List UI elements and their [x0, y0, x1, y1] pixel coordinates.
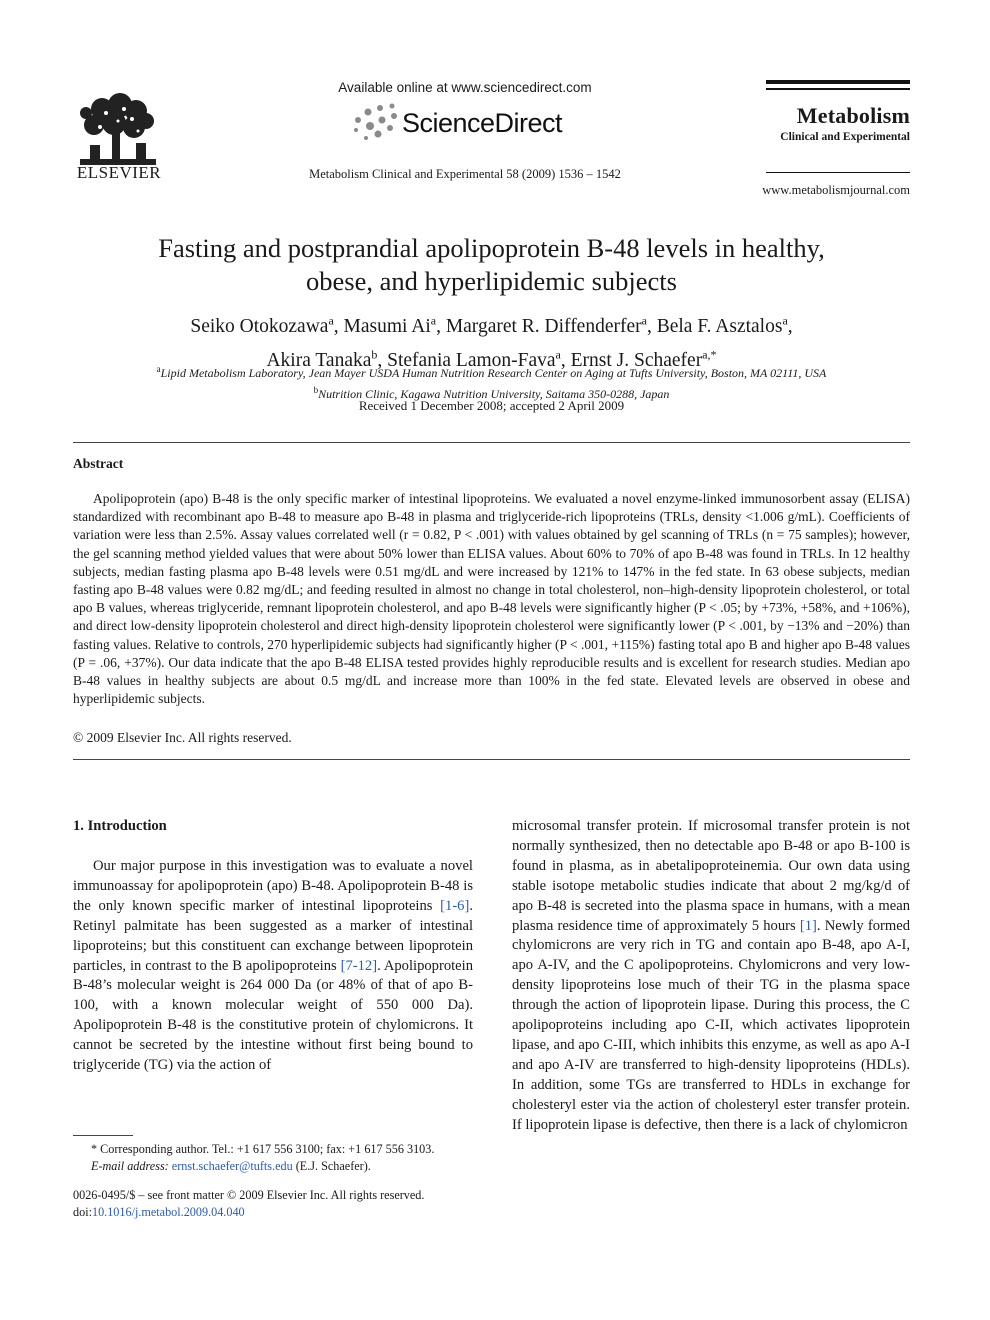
- section-heading-introduction: 1. Introduction: [73, 818, 167, 834]
- doi-link[interactable]: 10.1016/j.metabol.2009.04.040: [91, 1205, 245, 1219]
- author: Akira Tanaka$^b$,: [266, 347, 388, 371]
- affiliation: $^b$Nutrition Clinic, Kagawa Nutrition University, Saitama 350-0288, Japan: [313, 385, 670, 401]
- journal-rule-second: [766, 88, 910, 90]
- abstract-copyright: © 2009 Elsevier Inc. All rights reserved.: [73, 730, 292, 745]
- journal-rule-bottom: [766, 172, 910, 173]
- author: Bela F. Asztalos$^a$,: [656, 313, 793, 337]
- journal-rule-top: [766, 80, 910, 84]
- affiliations: [73, 361, 910, 403]
- citation-link[interactable]: [1]: [799, 917, 817, 934]
- author: Masumi Ai$^a$,: [343, 313, 446, 337]
- received-dates: Received 1 December 2008; accepted 2 April 2009: [358, 398, 625, 413]
- email-link[interactable]: ernst.schaefer@tufts.edu: [171, 1159, 293, 1173]
- abstract-heading: Abstract: [73, 456, 124, 471]
- citation-link[interactable]: [1-6]: [440, 897, 470, 914]
- email-line: E-mail address: ernst.schaefer@tufts.edu (E.J. Schaefer).: [91, 1159, 371, 1173]
- intro-paragraph-continued: microsomal transfer protein. If microsomal transfer protein is not normally synthesized, then no detectable apo B-48 or apo B-100 is found in plasma, as in abetalipoproteinemia. Our own data using stable isotope metabolic studies indicate that about 2 mg/kg/d of apo B-48 is secreted into the plasma space in humans, with a mean plasma residence time of approximately 5 hours [1]. Newly formed chylomicrons are very rich in TG and contain apo B-48, apo A-I, apo A-IV, and the C apolipoproteins. Chylomicrons and very low-density lipoproteins lose much of their TG in the plasma space through the action of lipoprotein lipase. During this process, the C apolipoproteins including apo C-II, which activates lipoprotein lipase, and apo C-III, which inhibits this enzyme, as well as apo A-I and apo A-IV are transferred to high-density lipoproteins (HDLs). In addition, some TGs are transferred to HDLs in exchange for cholesteryl ester via the action of cholesteryl ester transfer protein. If lipoprotein lipase is defective, then there is a lack of chylomicron: [512, 818, 911, 1133]
- abstract-body: [73, 490, 910, 708]
- corresponding-author-note: * Corresponding author. Tel.: +1 617 556 3100; fax: +1 617 556 3103.: [91, 1142, 435, 1156]
- footnote: [73, 1141, 473, 1175]
- left-column: [73, 857, 473, 1076]
- journal-subtitle: Clinical and Experimental: [780, 131, 910, 143]
- publisher-name: ELSEVIER: [76, 163, 162, 182]
- front-matter-line: 0026-0495/$ – see front matter © 2009 Elsevier Inc. All rights reserved.: [73, 1188, 425, 1202]
- abstract-rule-top: [73, 442, 910, 443]
- journal-title: Metabolism: [796, 103, 910, 128]
- title-line-1: Fasting and postprandial apolipoprotein B-48 levels in healthy,: [158, 233, 825, 263]
- availability-notice: Available online at www.sciencedirect.com: [338, 80, 592, 95]
- author: Stefania Lamon-Fava$^a$,: [387, 347, 571, 371]
- right-column: [512, 817, 910, 1136]
- journal-url: www.metabolismjournal.com: [762, 183, 910, 197]
- footnote-rule: [73, 1135, 133, 1136]
- citation-link[interactable]: [7-12]: [340, 957, 378, 974]
- author: Margaret R. Diffenderfer$^a$,: [445, 313, 657, 337]
- journal-citation: Metabolism Clinical and Experimental 58 (2009) 1536 – 1542: [309, 167, 621, 181]
- title-line-2: obese, and hyperlipidemic subjects: [306, 266, 677, 296]
- author: Seiko Otokozawa$^a$,: [190, 313, 344, 337]
- sciencedirect-wordmark: ScienceDirect: [402, 108, 563, 138]
- issn-block: 0026-0495/$ – see front matter © 2009 Elsevier Inc. All rights reserved. doi:10.1016/j.metabol.2009.04.040: [73, 1188, 425, 1219]
- abstract-text: Apolipoprotein (apo) B-48 is the only specific marker of intestinal lipoproteins. We evaluated a novel enzyme-linked immunosorbent assay (ELISA) standardized with recombinant apo B-48 to measure apo B-48 in plasma and triglyceride-rich lipoproteins (TRLs, density <1.006 g/mL). Coefficients of variation were less than 2.5%. Assay values correlated well (r = 0.82, P < .001) with values obtained by gel scanning of TRLs (n = 75 samples); however, the gel scanning method yielded values that were about 50% lower than ELISA values. About 60% to 70% of apo B-48 was found in TRLs. In 12 healthy subjects, median fasting plasma apo B-48 levels were 0.51 mg/dL and were increased by 121% to 147% in the fed state. In 63 obese subjects, median fasting apo B-48 values were 0.82 mg/dL; and feeding resulted in almost no change in total cholesterol, non–high-density lipoprotein cholesterol, or total apo B values, whereas triglyceride, remnant lipoprotein cholesterol, and apo B-48 levels were significantly higher (P < .05; by +73%, +58%, and +106%), and direct low-density lipoprotein cholesterol and direct high-density lipoprotein cholesterol were significantly lower (P < .001, by −13% and −20%) than fasting values. Relative to controls, 270 hyperlipidemic subjects had significantly higher (P < .001, +115%) fasting total apo B and higher apo B-48 values (P = .06, +37%). Our data indicate that the apo B-48 ELISA tested provides highly reproducible results and is excellent for research studies. Median apo B-48 values in healthy subjects are about 0.5 mg/dL and increase more than 100% in the fed state. Elevated levels are observed in obese and hyperlipidemic subjects.: [73, 491, 910, 707]
- affiliation: $^a$Lipid Metabolism Laboratory, Jean Mayer USDA Human Nutrition Research Center on Aging at Tufts University, Boston, MA 02111, USA: [156, 364, 827, 380]
- author: Ernst J. Schaefer$^{a,*}$: [570, 347, 717, 371]
- abstract-rule-bottom: [73, 759, 910, 760]
- intro-paragraph: Our major purpose in this investigation was to evaluate a novel immunoassay for apolipoprotein (apo) B-48. Apolipoprotein B-48 is the only known specific marker of intestinal lipoproteins [1-6]. Retinyl palmitate has been suggested as a marker of intestinal lipoproteins; but this constituent can exchange between lipoprotein particles, in contrast to the B apolipoproteins [7-12]. Apolipoprotein B-48’s molecular weight is 264 000 Da (or 48% of that of apo B-100, with a known molecular weight of 550 000 Da). Apolipoprotein B-48 is the constitutive protein of chylomicrons. It cannot be secreted by the intestine without first being bound to triglyceride (TG) via the action of: [73, 858, 474, 1074]
- article-title: [73, 232, 910, 298]
